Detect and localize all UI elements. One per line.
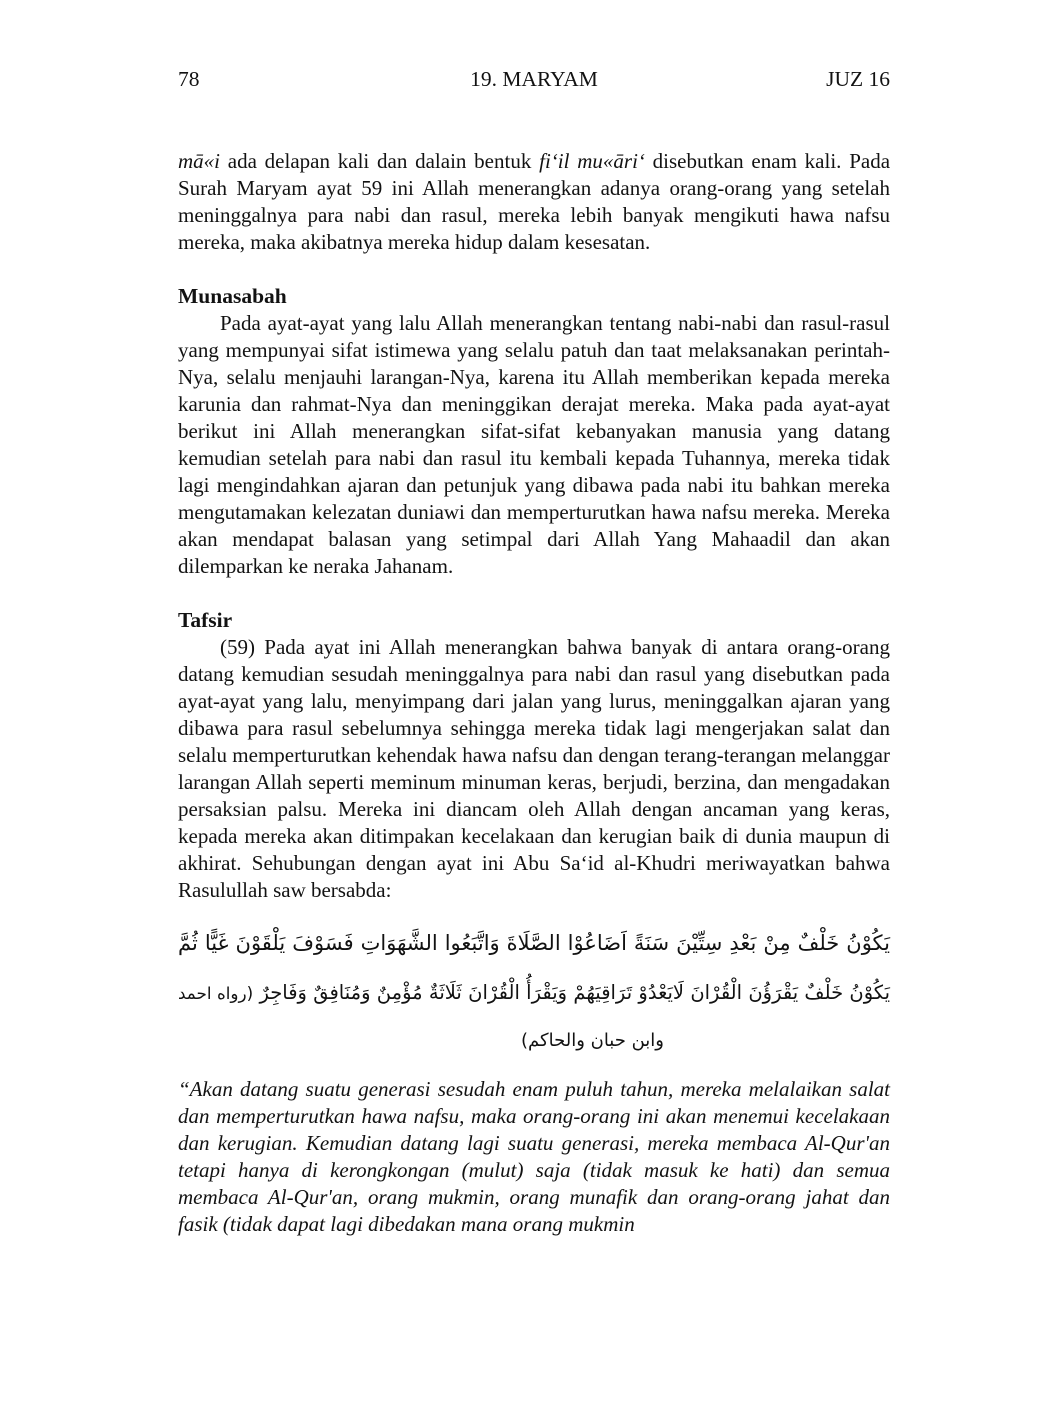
juz-label: JUZ 16	[826, 67, 890, 91]
intro-text-2: disebutkan enam kali. Pada Surah Maryam ayat 59 ini Allah menerangkan adanya orang-orang yang setelah meninggalnya para nabi dan rasul, mereka lebih banyak mengikuti hawa nafsu mereka, maka akibatnya mereka hidup dalam kesesatan.	[178, 149, 891, 254]
term-madi: mā«i	[178, 149, 220, 173]
intro-paragraph	[178, 148, 890, 256]
munasabah-paragraph: Pada ayat-ayat yang lalu Allah menerangkan tentang nabi-nabi dan rasul-rasul yang mempunyai sifat istimewa yang selalu patuh dan taat melaksanakan perintah-Nya, selalu menjauhi larangan-Nya, karena itu Allah memberikan kepada mereka karunia dan rahmat-Nya dan meninggikan derajat mereka. Maka pada ayat-ayat berikut ini Allah menerangkan sifat-sifat kebanyakan manusia yang datang kemudian setelah para nabi dan rasul itu kembali kepada Tuhannya, mereka tidak lagi mengindahkan ajaran dan petunjuk yang dibawa pada nabi itu bahkan mereka mengutamakan kelezatan duniawi dan memperturutkan hawa nafsu mereka. Mereka akan mendapat balasan yang setimpal dari Allah Yang Mahaadil dan akan dilemparkan ke neraka Jahanam.	[178, 311, 890, 578]
hadith-narrator-line: وابن حبان والحاكم)	[521, 1030, 664, 1051]
hadith-arabic-line-2	[178, 968, 890, 1018]
surah-title: 19. MARYAM	[470, 67, 598, 91]
hadith-narrator-start: (رواه احمد	[178, 983, 254, 1003]
hadith-arabic-line-2-text: يَكُوْنُ خَلْفٌ يَقْرَؤُنَ الْقُرْانَ لَايَعْدُوْ تَرَاقِيَهُمْ وَيَقْرَأُ الْقُرْانَ ثَلَاثَةٌ مُؤْمِنٌ وَمُنَافِقٌ وَفَاجِرٌ	[259, 981, 891, 1004]
term-fiil-mudari: fi‘il mu«āri‘	[539, 149, 645, 173]
munasabah-heading: Munasabah	[178, 284, 287, 308]
hadith-arabic-line-1: يَكُوْنُ خَلْفٌ مِنْ بَعْدِ سِتِّيْنَ سَنَةً اَضَاعُوْا الصَّلَاةَ وَاتَّبَعُوا الشَّهَوَاتِ فَسَوْفَ يَلْقَوْنَ غَيًّا ثُمَّ	[178, 931, 890, 955]
hadith-arabic-block	[178, 918, 890, 1064]
page-number: 78	[178, 67, 200, 91]
page-header	[178, 66, 890, 93]
tafsir-paragraph: (59) Pada ayat ini Allah menerangkan bahwa banyak di antara orang-orang datang kemudian sesudah meninggalnya para nabi dan rasul yang disebutkan pada ayat-ayat yang lalu, menyimpang dari jalan yang lurus, meninggalkan ajaran yang dibawa para rasul sebelumnya sehingga mereka tidak lagi mengerjakan salat dan selalu memperturutkan kehendak hawa nafsu dan dengan terang-terangan melanggar larangan Allah seperti meminum minuman keras, berjudi, berzina, dan mengadakan persaksian palsu. Mereka ini diancam oleh Allah dengan ancaman yang keras, kepada mereka akan ditimpakan kecelakaan dan kerugian baik di dunia maupun di akhirat. Sehubungan dengan ayat ini Abu Sa‘id al-Khudri meriwayatkan bahwa Rasulullah saw bersabda:	[178, 635, 890, 902]
intro-text-1: ada delapan kali dan dalain bentuk	[220, 149, 540, 173]
tafsir-heading: Tafsir	[178, 608, 233, 632]
hadith-translation-paragraph: “Akan datang suatu generasi sesudah enam puluh tahun, mereka melalaikan salat dan memperturutkan hawa nafsu, maka orang-orang ini akan menemui kecelakaan dan kerugian. Kemudian datang lagi suatu generasi, mereka membaca Al-Qur'an tetapi hanya di kerongkongan (mulut) saja (tidak masuk ke hati) dan semua membaca Al-Qur'an, orang mukmin, orang munafik dan orang-orang jahat dan fasik (tidak dapat lagi dibedakan mana orang mukmin	[178, 1077, 890, 1236]
